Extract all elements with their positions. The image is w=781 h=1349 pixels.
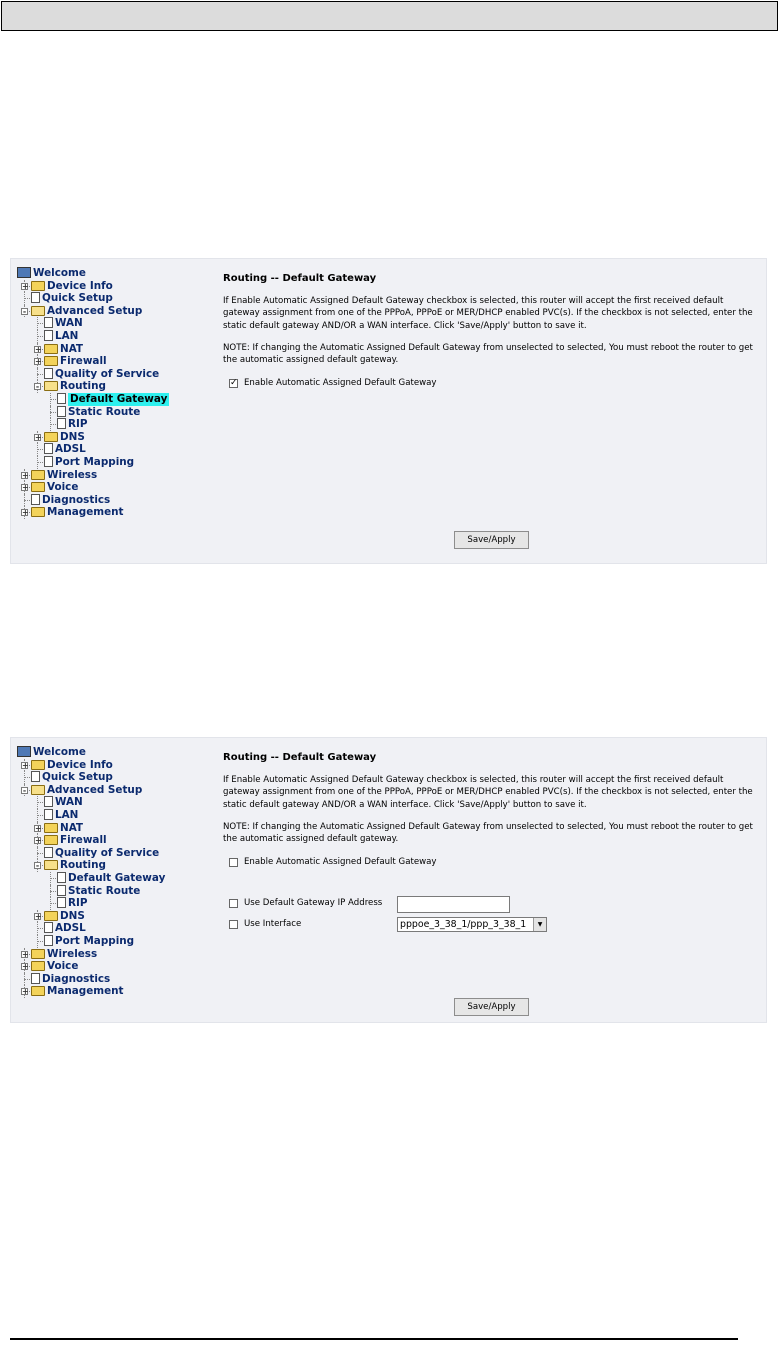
router-panel-auto-gateway: [10, 258, 767, 564]
tree-item-label: LAN: [55, 329, 79, 342]
document-header-bar: [1, 1, 778, 31]
tree-item-label: Port Mapping: [55, 455, 135, 468]
document-icon: [57, 897, 66, 908]
tree-item-label: Routing: [60, 380, 106, 393]
tree-item[interactable]: [17, 380, 207, 393]
tree-item[interactable]: [17, 859, 207, 872]
routing-default-gateway-content: [223, 273, 758, 392]
tree-item[interactable]: [17, 280, 207, 293]
tree-item-label: WAN: [55, 796, 83, 809]
tree-item[interactable]: [17, 897, 207, 910]
tree-item[interactable]: [17, 885, 207, 898]
tree-item-label: Quality of Service: [55, 846, 160, 859]
collapse-icon[interactable]: -: [35, 861, 40, 871]
auto-gateway-checkbox[interactable]: [229, 858, 238, 867]
tree-item[interactable]: [17, 910, 207, 923]
tree-item-label: Wireless: [47, 468, 98, 481]
tree-item-label: WAN: [55, 317, 83, 330]
document-icon: [44, 330, 53, 341]
tree-item[interactable]: [17, 343, 207, 356]
interface-select[interactable]: [397, 917, 547, 932]
tree-item[interactable]: [17, 393, 207, 406]
tree-item-label: RIP: [68, 418, 88, 431]
tree-item[interactable]: [17, 267, 207, 280]
expand-icon[interactable]: +: [22, 949, 29, 959]
router-panel-static-gateway: [10, 737, 767, 1023]
document-icon: [44, 922, 53, 933]
tree-item[interactable]: [17, 330, 207, 343]
collapse-icon[interactable]: -: [35, 382, 40, 392]
document-icon: [31, 771, 40, 782]
folder-icon: [44, 356, 58, 366]
expand-icon[interactable]: +: [35, 836, 42, 846]
description-text: If Enable Automatic Assigned Default Gateway checkbox is selected, this router will accept the first received default gateway assignment from one of the PPPoA, PPPoE or MER/DHCP enabled PVC(s). If the checkbox is not selected, enter the static default gateway AND/OR a WAN interface. Click 'Save/Apply' button to save it.: [223, 775, 753, 810]
tree-item[interactable]: [17, 822, 207, 835]
tree-item[interactable]: [17, 418, 207, 431]
folder-open-icon: [31, 306, 45, 316]
tree-item-label: Quality of Service: [55, 367, 160, 380]
document-icon: [31, 292, 40, 303]
expand-icon[interactable]: +: [22, 987, 29, 997]
document-icon: [44, 456, 53, 467]
document-icon: [31, 494, 40, 505]
gateway-ip-checkbox[interactable]: [229, 899, 238, 908]
tree-item-label: Voice: [47, 481, 79, 494]
tree-item[interactable]: [17, 759, 207, 772]
tree-item[interactable]: [17, 406, 207, 419]
tree-item-label: Static Route: [68, 405, 141, 418]
tree-item[interactable]: [17, 809, 207, 822]
folder-icon: [31, 949, 45, 959]
document-icon: [44, 443, 53, 454]
document-icon: [44, 796, 53, 807]
tree-item-label: LAN: [55, 808, 79, 821]
tree-item[interactable]: [17, 935, 207, 948]
collapse-icon[interactable]: -: [22, 785, 27, 795]
auto-gateway-checkbox[interactable]: ✓: [230, 378, 238, 389]
expand-icon[interactable]: +: [22, 760, 29, 770]
page-title: Routing -- Default Gateway: [223, 273, 377, 284]
nav-tree: [17, 267, 207, 519]
tree-item[interactable]: [17, 973, 207, 986]
tree-item-label: ADSL: [55, 922, 86, 935]
folder-icon: [31, 507, 45, 517]
tree-item-label: Management: [47, 985, 124, 998]
tree-item-label: Firewall: [60, 834, 107, 847]
auto-gateway-row: [229, 855, 758, 871]
expand-icon[interactable]: +: [35, 823, 42, 833]
document-icon: [57, 872, 66, 883]
auto-gateway-label: Enable Automatic Assigned Default Gateway: [244, 857, 437, 868]
document-icon: [31, 973, 40, 984]
tree-item[interactable]: [17, 456, 207, 469]
monitor-icon: [17, 746, 31, 757]
tree-item-label: Default Gateway: [68, 871, 166, 884]
folder-icon: [44, 344, 58, 354]
monitor-icon: [17, 267, 31, 278]
gateway-ip-label: Use Default Gateway IP Address: [244, 898, 383, 909]
tree-item[interactable]: [17, 481, 207, 494]
expand-icon[interactable]: +: [22, 483, 29, 493]
collapse-icon[interactable]: -: [22, 306, 27, 316]
tree-item-label: RIP: [68, 897, 88, 910]
folder-icon: [31, 961, 45, 971]
tree-item-label: Static Route: [68, 884, 141, 897]
footer-rule: [10, 1338, 738, 1340]
document-icon: [44, 317, 53, 328]
document-icon: [57, 393, 66, 404]
tree-item[interactable]: [17, 746, 207, 759]
tree-item-label: Advanced Setup: [47, 304, 143, 317]
folder-icon: [31, 760, 45, 770]
expand-icon[interactable]: +: [35, 357, 42, 367]
chevron-down-icon[interactable]: ▼: [533, 918, 546, 931]
document-icon: [57, 418, 66, 429]
tree-item-label: Port Mapping: [55, 934, 135, 947]
interface-select-value: pppoe_3_38_1/ppp_3_38_1: [400, 919, 527, 931]
routing-default-gateway-content: [223, 752, 758, 933]
tree-item[interactable]: [17, 796, 207, 809]
folder-icon: [31, 482, 45, 492]
tree-item[interactable]: [17, 960, 207, 973]
document-icon: [44, 368, 53, 379]
folder-icon: [44, 823, 58, 833]
tree-item-label: NAT: [60, 821, 84, 834]
interface-row: [229, 917, 758, 933]
tree-item-label: ADSL: [55, 443, 86, 456]
folder-icon: [44, 432, 58, 442]
gateway-ip-input[interactable]: [397, 896, 510, 913]
tree-item-label: Quick Setup: [42, 771, 113, 784]
folder-icon: [44, 835, 58, 845]
auto-gateway-label: Enable Automatic Assigned Default Gateway: [244, 378, 437, 389]
tree-item-label: Welcome: [33, 267, 86, 279]
folder-open-icon: [44, 381, 58, 391]
tree-item-label: NAT: [60, 342, 84, 355]
gateway-ip-row: [229, 896, 758, 915]
tree-item-label: Diagnostics: [42, 493, 111, 506]
interface-label: Use Interface: [244, 919, 302, 930]
expand-icon[interactable]: +: [22, 281, 29, 291]
tree-item[interactable]: [17, 355, 207, 368]
nav-tree: [17, 746, 207, 998]
tree-item[interactable]: [17, 948, 207, 961]
tree-item[interactable]: [17, 305, 207, 318]
save-apply-button[interactable]: Save/Apply: [454, 531, 529, 549]
tree-item[interactable]: [17, 469, 207, 482]
tree-item[interactable]: [17, 292, 207, 305]
document-icon: [44, 809, 53, 820]
note-text: NOTE: If changing the Automatic Assigned Default Gateway from unselected to selected, You must reboot the router to get the automatic assigned default gateway.: [223, 342, 753, 366]
expand-icon[interactable]: +: [35, 911, 42, 921]
document-icon: [44, 847, 53, 858]
tree-item[interactable]: [17, 922, 207, 935]
folder-icon: [31, 986, 45, 996]
tree-item-label: DNS: [60, 430, 85, 443]
tree-item-label: Default Gateway: [70, 392, 168, 405]
document-icon: [44, 935, 53, 946]
tree-item-label: DNS: [60, 909, 85, 922]
tree-item[interactable]: [17, 834, 207, 847]
tree-item[interactable]: [17, 872, 207, 885]
tree-item-label: Device Info: [47, 758, 113, 771]
auto-gateway-row: [229, 376, 758, 392]
tree-item[interactable]: [17, 431, 207, 444]
tree-item[interactable]: [17, 368, 207, 381]
save-apply-button[interactable]: Save/Apply: [454, 998, 529, 1016]
note-text: NOTE: If changing the Automatic Assigned Default Gateway from unselected to selected, You must reboot the router to get the automatic assigned default gateway.: [223, 821, 753, 845]
folder-icon: [31, 281, 45, 291]
tree-item-label: Routing: [60, 859, 106, 872]
tree-item-label: Welcome: [33, 746, 86, 758]
tree-item-label: Firewall: [60, 355, 107, 368]
tree-item[interactable]: [17, 494, 207, 507]
expand-icon[interactable]: +: [35, 432, 42, 442]
tree-item-label: Voice: [47, 960, 79, 973]
description-text: If Enable Automatic Assigned Default Gateway checkbox is selected, this router will accept the first received default gateway assignment from one of the PPPoA, PPPoE or MER/DHCP enabled PVC(s). If the checkbox is not selected, enter the static default gateway AND/OR a WAN interface. Click 'Save/Apply' button to save it.: [223, 296, 753, 331]
folder-open-icon: [31, 785, 45, 795]
tree-item[interactable]: [17, 443, 207, 456]
page-title: Routing -- Default Gateway: [223, 752, 377, 763]
expand-icon[interactable]: +: [22, 508, 29, 518]
tree-item-label: Device Info: [47, 279, 113, 292]
folder-open-icon: [44, 860, 58, 870]
tree-item[interactable]: [17, 506, 207, 519]
document-icon: [57, 885, 66, 896]
expand-icon[interactable]: +: [22, 470, 29, 480]
tree-item-label: Wireless: [47, 947, 98, 960]
interface-checkbox[interactable]: [229, 920, 238, 929]
folder-icon: [44, 911, 58, 921]
tree-item-label: Diagnostics: [42, 972, 111, 985]
tree-item[interactable]: [17, 784, 207, 797]
folder-icon: [31, 470, 45, 480]
tree-item[interactable]: [17, 771, 207, 784]
expand-icon[interactable]: +: [22, 962, 29, 972]
tree-item-label: Advanced Setup: [47, 783, 143, 796]
tree-item[interactable]: [17, 985, 207, 998]
tree-item-label: Quick Setup: [42, 292, 113, 305]
document-icon: [57, 406, 66, 417]
tree-item[interactable]: [17, 317, 207, 330]
tree-item[interactable]: [17, 847, 207, 860]
expand-icon[interactable]: +: [35, 344, 42, 354]
tree-item-label: Management: [47, 506, 124, 519]
